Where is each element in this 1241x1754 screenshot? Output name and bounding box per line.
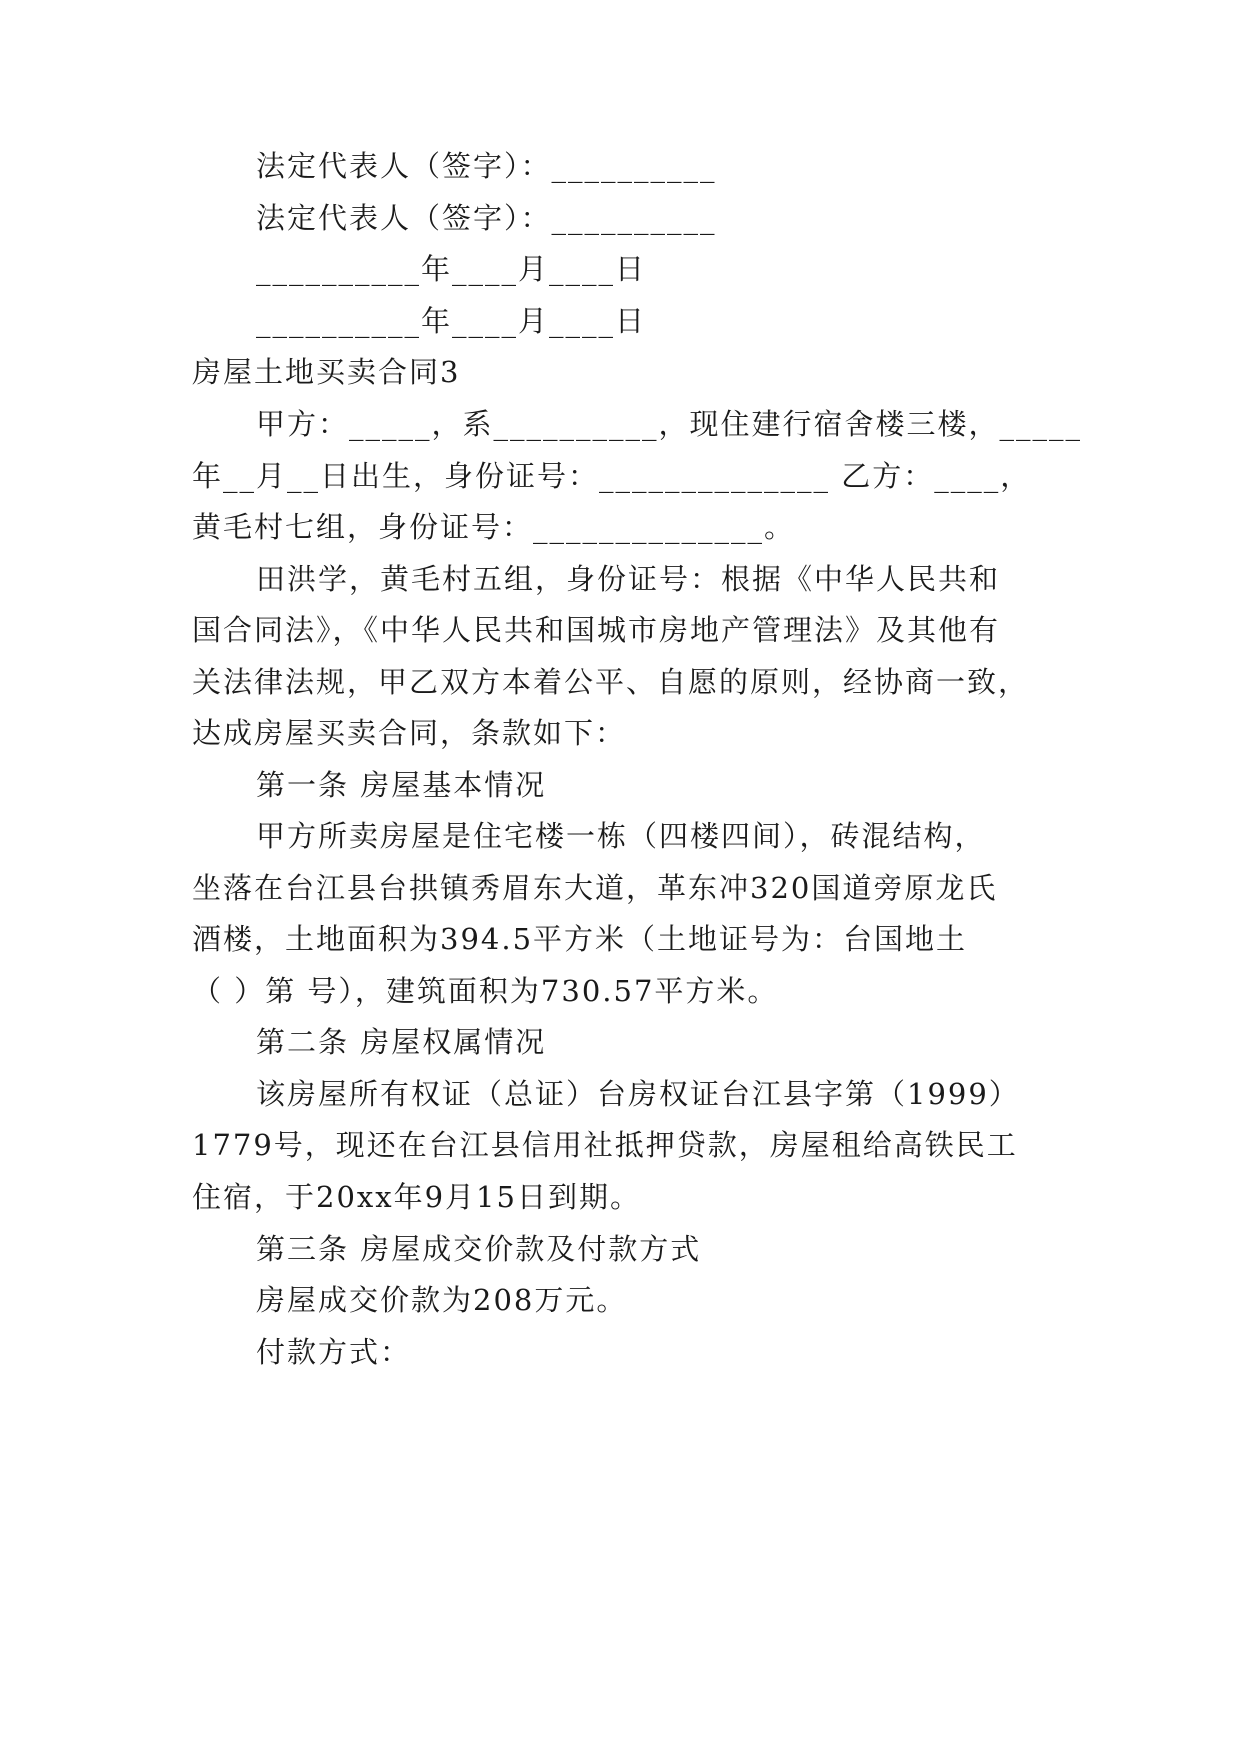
- paragraph-line: 田洪学，黄毛村五组，身份证号：根据《中华人民共和: [256, 562, 1001, 596]
- signature-line-1: 法定代表人（签字）：__________: [256, 149, 717, 183]
- paragraph-line: 甲方所卖房屋是住宅楼一栋（四楼四间），砖混结构，: [256, 819, 986, 853]
- paragraph-line: 该房屋所有权证（总证）台房权证台江县字第（1999）: [256, 1077, 1020, 1111]
- document-title: 房屋土地买卖合同3: [192, 355, 461, 389]
- paragraph-line: 付款方式：: [256, 1335, 412, 1369]
- paragraph-line: （ ）第 号），建筑面积为730.57平方米。: [192, 974, 779, 1008]
- paragraph-line: 年__月__日出生，身份证号：______________ 乙方：____，: [192, 459, 1032, 493]
- article-heading-3: 第三条 房屋成交价款及付款方式: [256, 1232, 702, 1266]
- signature-line-2: 法定代表人（签字）：__________: [256, 201, 717, 235]
- paragraph-line: 黄毛村七组，身份证号：______________。: [192, 510, 796, 544]
- paragraph-line: 房屋成交价款为208万元。: [256, 1283, 628, 1317]
- article-heading-1: 第一条 房屋基本情况: [256, 768, 547, 802]
- article-heading-2: 第二条 房屋权属情况: [256, 1025, 547, 1059]
- paragraph-line: 住宿，于20xx年9月15日到期。: [192, 1180, 641, 1214]
- paragraph-line: 甲方：_____，系__________，现住建行宿舍楼三楼，_____: [256, 407, 1083, 441]
- paragraph-line: 国合同法》，《中华人民共和国城市房地产管理法》及其他有: [192, 613, 1001, 647]
- paragraph-line: 达成房屋买卖合同，条款如下：: [192, 716, 627, 750]
- paragraph-line: 1779号，现还在台江县信用社抵押贷款，房屋租给高铁民工: [192, 1128, 1018, 1162]
- paragraph-line: 酒楼，土地面积为394.5平方米（土地证号为：台国地土: [192, 922, 968, 956]
- date-line-2: __________年____月____日: [256, 304, 647, 338]
- date-line-1: __________年____月____日: [256, 252, 647, 286]
- paragraph-line: 关法律法规，甲乙双方本着公平、自愿的原则，经协商一致，: [192, 665, 1030, 699]
- paragraph-line: 坐落在台江县台拱镇秀眉东大道，革东冲320国道旁原龙氏: [192, 871, 998, 905]
